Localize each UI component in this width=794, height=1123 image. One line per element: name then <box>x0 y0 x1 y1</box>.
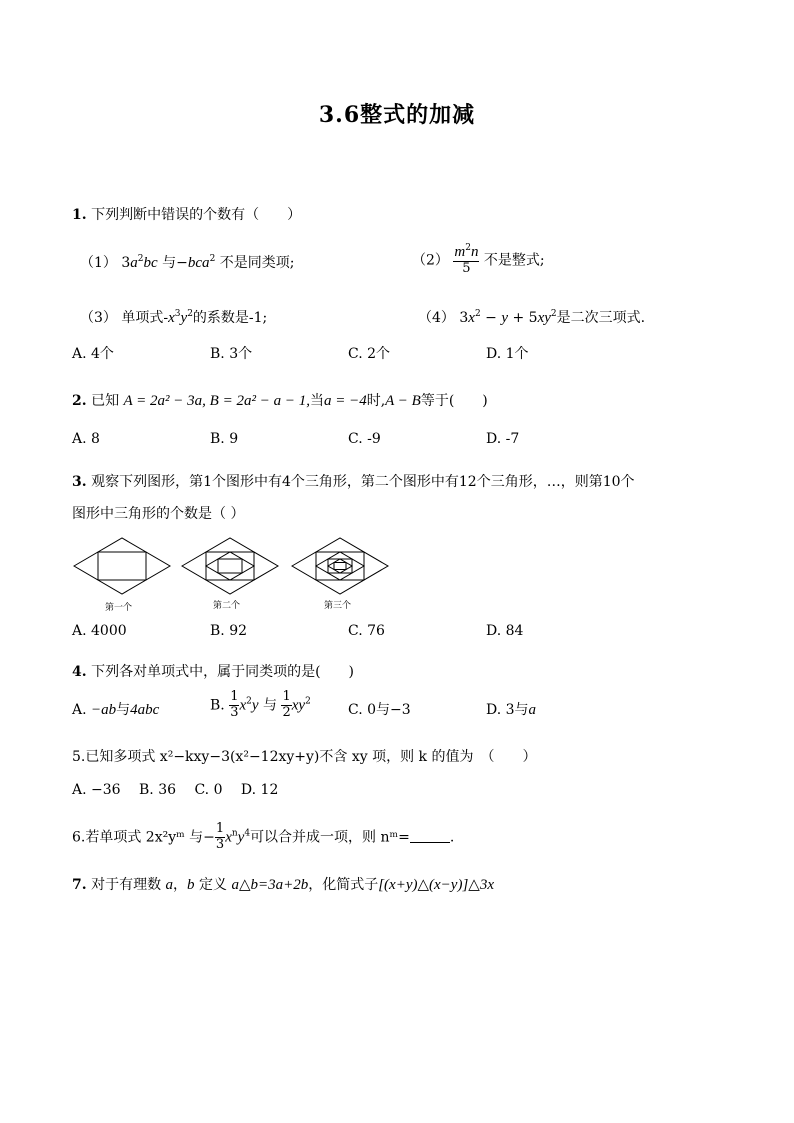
var: x <box>468 310 475 326</box>
expression: 4abc <box>130 702 160 718</box>
q1-statement-3 <box>80 311 267 326</box>
figure-caption-1: 第一个 <box>105 603 133 613</box>
question-text: 当 <box>309 393 324 409</box>
var: a <box>130 255 138 271</box>
question-text: 下列各对单项式中，属于同类项的是( ) <box>91 664 355 680</box>
fraction <box>215 822 225 853</box>
question-text: ，化简式子 <box>308 877 379 893</box>
page-title: 3.6整式的加减 <box>318 102 476 128</box>
var: x <box>239 697 247 714</box>
statement-label: （2） <box>412 252 449 269</box>
exponent: 3 <box>174 309 181 319</box>
coef: 3 <box>459 310 469 326</box>
question-text: 观察下列图形，第1个图形中有4个三角形，第二个图形中有12个三角形，…，则第10个 <box>91 474 635 490</box>
expression: a△b=3a+2b <box>231 877 309 893</box>
exponent: 4 <box>244 828 251 839</box>
triangle-figures <box>72 536 392 616</box>
figure-1 <box>74 538 170 594</box>
q1-option-d[interactable]: D. 1个 <box>486 346 529 362</box>
var: y <box>251 697 259 714</box>
question-3-line-2: 图形中三角形的个数是（ ） <box>72 506 245 522</box>
q3-option-c[interactable]: C. 76 <box>348 623 385 639</box>
figure-3 <box>292 538 388 594</box>
var: n <box>470 244 479 260</box>
question-text: 对于有理数 <box>91 877 162 893</box>
q2-option-c[interactable]: C. -9 <box>348 431 381 447</box>
exponent: 2 <box>209 254 216 264</box>
question-6-stem <box>72 822 454 853</box>
var: a <box>165 877 174 893</box>
sign: - <box>163 310 169 326</box>
question-2-stem <box>72 394 488 409</box>
var: bc <box>143 255 158 271</box>
q4-option-c[interactable]: C. 0与−3 <box>348 702 411 718</box>
q1-option-b[interactable]: B. 3个 <box>210 346 253 362</box>
exponent: 2 <box>305 696 311 707</box>
fraction <box>229 690 239 721</box>
statement-text: 的系数是-1; <box>192 310 268 326</box>
connector: 与 <box>263 697 278 714</box>
exponent: 2 <box>550 309 557 319</box>
answer-blank[interactable] <box>410 830 450 843</box>
var: x <box>168 310 175 326</box>
question-text: 下列判断中错误的个数有（ ） <box>91 207 302 223</box>
question-number: 7. <box>72 877 87 893</box>
statement-text: 不是同类项; <box>219 255 295 271</box>
denominator: 5 <box>462 261 471 277</box>
fraction <box>281 690 291 721</box>
var: bca <box>187 255 210 271</box>
expression: A − B <box>385 393 421 409</box>
q2-option-a[interactable]: A. 8 <box>72 431 100 447</box>
option-label: B. <box>210 697 225 714</box>
q2-option-b[interactable]: B. 9 <box>210 431 239 447</box>
fraction <box>453 244 479 277</box>
sign: − <box>176 255 188 271</box>
var: b <box>187 877 195 893</box>
expression: a = −4 <box>323 393 367 409</box>
q1-statement-1 <box>80 256 294 271</box>
var: y <box>501 310 509 326</box>
connector: 与 <box>116 702 131 718</box>
question-number: 4. <box>72 664 87 680</box>
q1-statement-4 <box>418 311 645 326</box>
var: xy <box>291 697 306 714</box>
statement-label: （3） <box>80 310 117 326</box>
exponent: 2 <box>246 696 252 707</box>
question-text: 6.若单项式 2x²yᵐ 与− <box>72 829 215 846</box>
var: m <box>454 244 466 260</box>
denominator: 3 <box>215 836 225 852</box>
option-label: D. 3与 <box>486 702 529 718</box>
question-4-stem <box>72 665 354 679</box>
exponent: n <box>231 828 238 839</box>
expression: [(x+y)△(x−y)]△3x <box>378 877 494 893</box>
denominator: 3 <box>230 704 239 720</box>
q1-statement-2 <box>412 244 545 277</box>
exponent: 2 <box>474 309 481 319</box>
var: y <box>237 829 245 846</box>
question-number: 2. <box>72 393 87 409</box>
statement-text: 是二次三项式. <box>556 310 646 326</box>
var: y <box>180 310 188 326</box>
expression: A = 2a² − 3a, B = 2a² − a − 1, <box>123 393 310 409</box>
q4-option-d[interactable] <box>486 703 536 718</box>
var: xy <box>537 310 551 326</box>
punctuation: . <box>449 829 455 846</box>
numerator: 1 <box>230 689 239 704</box>
figure-2 <box>182 538 278 594</box>
operator: − <box>480 310 502 326</box>
question-text: 等于( ) <box>420 393 488 409</box>
q1-option-a[interactable]: A. 4个 <box>72 346 114 362</box>
statement-label: （4） <box>418 310 455 326</box>
q3-option-b[interactable]: B. 92 <box>210 623 248 639</box>
q1-option-c[interactable]: C. 2个 <box>348 346 391 362</box>
punctuation: ， <box>173 877 188 893</box>
question-number: 1. <box>72 207 87 223</box>
question-3-line-1 <box>72 475 635 489</box>
question-text: 已知 <box>91 393 120 409</box>
statement-label: （1） <box>80 255 117 271</box>
q3-option-a[interactable]: A. 4000 <box>72 623 127 639</box>
var: x <box>225 829 232 846</box>
figure-caption-3: 第三个 <box>324 601 352 611</box>
question-5-stem: 5.已知多项式 x²−kxy−3(x²−12xy+y)不含 xy 项，则 k 的值为 （ ） <box>72 749 537 765</box>
exponent: 2 <box>465 243 471 253</box>
q5-options[interactable]: A. −36 B. 36 C. 0 D. 12 <box>72 782 279 798</box>
question-1-stem <box>72 208 301 222</box>
numerator: 1 <box>282 689 291 704</box>
q3-option-d[interactable]: D. 84 <box>486 623 524 639</box>
statement-text: 不是整式; <box>483 252 545 269</box>
q2-option-d[interactable]: D. -7 <box>486 431 520 447</box>
q4-option-a[interactable] <box>72 703 159 718</box>
question-text: 时, <box>366 393 386 409</box>
exponent: 2 <box>137 254 144 264</box>
coef: 3 <box>121 255 131 271</box>
question-7-stem <box>72 878 494 893</box>
q4-option-b[interactable] <box>210 690 311 721</box>
figure-caption-2: 第二个 <box>213 601 241 611</box>
expression: −ab <box>91 702 117 718</box>
option-label: A. <box>72 702 92 718</box>
var: a <box>528 702 537 718</box>
statement-text: 单项式 <box>121 310 164 326</box>
question-text: 可以合并成一项，则 nᵐ= <box>250 829 410 846</box>
denominator: 2 <box>282 704 291 720</box>
connector: 与 <box>162 255 177 271</box>
numerator: 1 <box>215 821 225 836</box>
question-text: 定义 <box>198 877 227 893</box>
question-number: 3. <box>72 474 87 490</box>
exponent: 2 <box>187 309 193 319</box>
operator: + 5 <box>508 310 538 326</box>
